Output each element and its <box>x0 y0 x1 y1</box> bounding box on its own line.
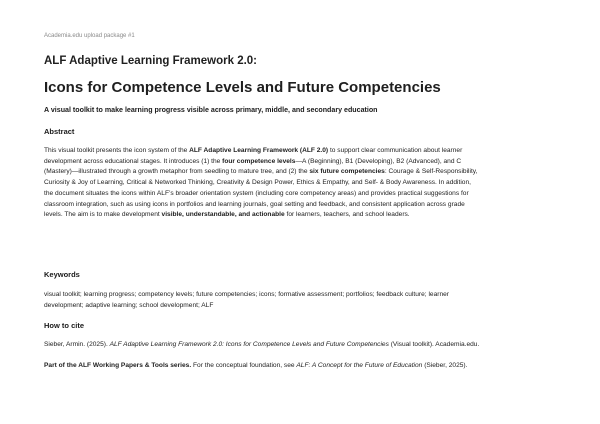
keywords-text <box>44 290 564 311</box>
keywords-heading: Keywords <box>44 270 80 279</box>
abstract-line: This visual toolkit presents the icon system of the ALF Adaptive Learning Framework (ALF 2.0) to support clear communication about learner <box>44 147 463 154</box>
abstract-line: development across educational stages. It introduces (1) the four competence levels—A (Beginning), B1 (Developing), B2 (Advanced), and C <box>44 157 462 165</box>
abstract-line: (Mastery)—illustrated through a growth metaphor from seedling to mature tree, and (2) the six future competencies: Courage & Self-Responsibility, <box>44 168 478 176</box>
upload-package-label: Academia.edu upload package #1 <box>44 33 135 39</box>
abstract-line: Curiosity & Joy of Learning, Critical & Networked Thinking, Creativity & Design Power, Ethics & Empathy, and Self- & Body Awareness. In addition, <box>44 179 471 187</box>
document-title-main: Icons for Competence Levels and Future Competencies <box>44 79 441 96</box>
document-subtitle: A visual toolkit to make learning progress visible across primary, middle, and secondary education <box>44 106 378 114</box>
keywords-line: development; adaptive learning; school development; ALF <box>44 301 214 309</box>
citation-text: Sieber, Armin. (2025). ALF Adaptive Learning Framework 2.0: Icons for Competence Levels and Future Competencies (Visual toolkit). Academia.edu. <box>44 341 480 348</box>
keywords-line: visual toolkit; learning progress; competency levels; future competencies; icons; formative assessment; portfolios; feedback culture; learner <box>44 291 449 298</box>
document-title: ALF Adaptive Learning Framework 2.0: <box>44 55 258 67</box>
abstract-line: levels. The aim is to make development visible, understandable, and actionable for learners, teachers, and school leaders. <box>44 211 410 219</box>
how-to-cite-heading: How to cite <box>44 321 85 330</box>
series-note: Part of the ALF Working Papers & Tools series. For the conceptual foundation, see ALF: A Concept for the Future of Education (Sieber, 2025). <box>44 362 468 369</box>
abstract-line: classroom integration, such as using icons in portfolios and learning journals, goal setting and feedback, and consistent application across grade <box>44 200 465 208</box>
abstract-line: the document situates the icons within ALF’s broader orientation system (including core competency areas) and provides practical suggestions for <box>44 189 469 197</box>
abstract-text <box>44 146 564 221</box>
abstract-heading: Abstract <box>44 127 75 136</box>
